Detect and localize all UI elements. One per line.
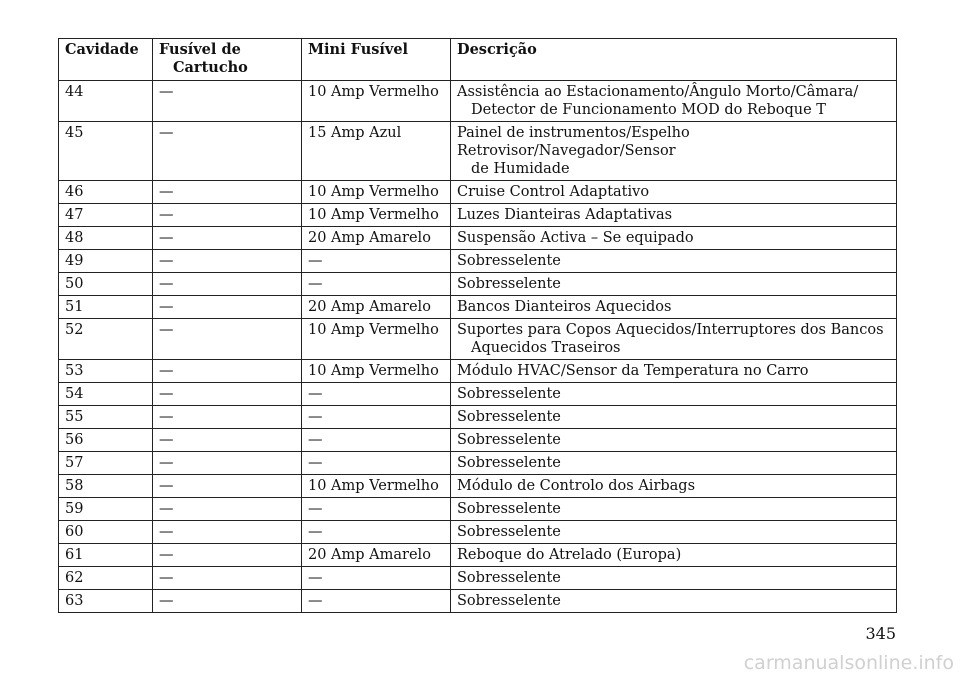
cartridge-fuse-cell: — xyxy=(153,521,302,544)
description-text: Cruise Control Adaptativo xyxy=(457,184,650,200)
mini-fuse-cell: — xyxy=(302,452,451,475)
header-cartridge-fuse: Fusível de Cartucho xyxy=(153,39,302,81)
table-row xyxy=(59,250,897,273)
table-row xyxy=(59,567,897,590)
table-row xyxy=(59,319,897,360)
mini-fuse-cell: — xyxy=(302,250,451,273)
header-cavity: Cavidade xyxy=(59,39,153,81)
description-cell xyxy=(451,498,897,521)
description-cell xyxy=(451,544,897,567)
mini-fuse-cell: — xyxy=(302,521,451,544)
description-cell xyxy=(451,452,897,475)
cartridge-fuse-cell: — xyxy=(153,319,302,360)
table-row xyxy=(59,521,897,544)
cavity-cell: 51 xyxy=(59,296,153,319)
cavity-cell: 60 xyxy=(59,521,153,544)
table-row xyxy=(59,122,897,181)
cavity-cell: 49 xyxy=(59,250,153,273)
table-row xyxy=(59,227,897,250)
cavity-cell: 63 xyxy=(59,590,153,613)
description-text: Assistência ao Estacionamento/Ângulo Morto/Câmara/ xyxy=(457,84,859,100)
description-text: Sobresselente xyxy=(457,253,561,269)
description-cell xyxy=(451,81,897,122)
cartridge-fuse-cell: — xyxy=(153,81,302,122)
description-cell xyxy=(451,250,897,273)
table-row xyxy=(59,406,897,429)
cavity-cell: 57 xyxy=(59,452,153,475)
description-cell xyxy=(451,590,897,613)
mini-fuse-cell: 10 Amp Vermelho xyxy=(302,181,451,204)
table-row xyxy=(59,498,897,521)
table-row xyxy=(59,81,897,122)
mini-fuse-cell: 10 Amp Vermelho xyxy=(302,319,451,360)
description-cell xyxy=(451,360,897,383)
mini-fuse-cell: 10 Amp Vermelho xyxy=(302,204,451,227)
cartridge-fuse-cell: — xyxy=(153,544,302,567)
description-text-continued: Aquecidos Traseiros xyxy=(471,340,621,356)
table-row xyxy=(59,475,897,498)
description-text: Luzes Dianteiras Adaptativas xyxy=(457,207,673,223)
cavity-cell: 47 xyxy=(59,204,153,227)
description-cell xyxy=(451,475,897,498)
cartridge-fuse-cell: — xyxy=(153,498,302,521)
cartridge-fuse-cell: — xyxy=(153,181,302,204)
mini-fuse-cell: — xyxy=(302,273,451,296)
cavity-cell: 59 xyxy=(59,498,153,521)
mini-fuse-cell: 10 Amp Vermelho xyxy=(302,360,451,383)
cartridge-fuse-cell: — xyxy=(153,273,302,296)
cavity-cell: 54 xyxy=(59,383,153,406)
cavity-cell: 62 xyxy=(59,567,153,590)
description-text: Suportes para Copos Aquecidos/Interruptores dos Bancos xyxy=(457,322,884,338)
cavity-cell: 56 xyxy=(59,429,153,452)
description-cell xyxy=(451,296,897,319)
table-row xyxy=(59,181,897,204)
cavity-cell: 61 xyxy=(59,544,153,567)
cartridge-fuse-cell: — xyxy=(153,475,302,498)
cartridge-fuse-cell: — xyxy=(153,429,302,452)
description-cell xyxy=(451,204,897,227)
cartridge-fuse-cell: — xyxy=(153,590,302,613)
cartridge-fuse-cell: — xyxy=(153,383,302,406)
mini-fuse-cell: — xyxy=(302,429,451,452)
cavity-cell: 46 xyxy=(59,181,153,204)
description-text: Painel de instrumentos/Espelho Retrovisor/Navegador/Sensor xyxy=(457,125,690,159)
mini-fuse-cell: 10 Amp Vermelho xyxy=(302,81,451,122)
description-text: Sobresselente xyxy=(457,386,561,402)
cavity-cell: 48 xyxy=(59,227,153,250)
cavity-cell: 44 xyxy=(59,81,153,122)
table-row xyxy=(59,383,897,406)
description-cell xyxy=(451,273,897,296)
description-cell xyxy=(451,122,897,181)
cavity-cell: 58 xyxy=(59,475,153,498)
mini-fuse-cell: 10 Amp Vermelho xyxy=(302,475,451,498)
description-text: Sobresselente xyxy=(457,276,561,292)
mini-fuse-cell: 20 Amp Amarelo xyxy=(302,296,451,319)
description-text: Reboque do Atrelado (Europa) xyxy=(457,547,682,563)
description-text: Sobresselente xyxy=(457,501,561,517)
description-cell xyxy=(451,227,897,250)
mini-fuse-cell: — xyxy=(302,590,451,613)
cartridge-fuse-cell: — xyxy=(153,122,302,181)
header-mini-fuse: Mini Fusível xyxy=(302,39,451,81)
table-row xyxy=(59,273,897,296)
table-row xyxy=(59,204,897,227)
cartridge-fuse-cell: — xyxy=(153,296,302,319)
description-cell xyxy=(451,319,897,360)
cavity-cell: 55 xyxy=(59,406,153,429)
table-row xyxy=(59,590,897,613)
table-row xyxy=(59,452,897,475)
mini-fuse-cell: 15 Amp Azul xyxy=(302,122,451,181)
description-text: Bancos Dianteiros Aquecidos xyxy=(457,299,672,315)
cartridge-fuse-cell: — xyxy=(153,204,302,227)
mini-fuse-cell: — xyxy=(302,498,451,521)
description-text-continued: de Humidade xyxy=(471,161,570,177)
watermark: carmanualsonline.info xyxy=(743,652,954,674)
description-text: Sobresselente xyxy=(457,455,561,471)
page-number: 345 xyxy=(865,624,896,643)
cartridge-fuse-cell: — xyxy=(153,360,302,383)
description-cell xyxy=(451,181,897,204)
description-cell xyxy=(451,383,897,406)
table-row xyxy=(59,296,897,319)
description-cell xyxy=(451,406,897,429)
table-header-row xyxy=(59,39,897,81)
mini-fuse-cell: 20 Amp Amarelo xyxy=(302,227,451,250)
cartridge-fuse-cell: — xyxy=(153,227,302,250)
description-text: Sobresselente xyxy=(457,524,561,540)
cartridge-fuse-cell: — xyxy=(153,452,302,475)
description-text: Suspensão Activa – Se equipado xyxy=(457,230,694,246)
description-text: Sobresselente xyxy=(457,432,561,448)
table-row xyxy=(59,360,897,383)
description-text: Sobresselente xyxy=(457,593,561,609)
cartridge-fuse-cell: — xyxy=(153,567,302,590)
header-description: Descrição xyxy=(451,39,897,81)
description-text: Sobresselente xyxy=(457,409,561,425)
cavity-cell: 53 xyxy=(59,360,153,383)
table-row xyxy=(59,429,897,452)
cartridge-fuse-cell: — xyxy=(153,406,302,429)
fuse-table-body xyxy=(59,81,897,613)
mini-fuse-cell: — xyxy=(302,406,451,429)
description-text: Módulo de Controlo dos Airbags xyxy=(457,478,696,494)
mini-fuse-cell: — xyxy=(302,567,451,590)
cavity-cell: 50 xyxy=(59,273,153,296)
description-cell xyxy=(451,521,897,544)
description-text: Sobresselente xyxy=(457,570,561,586)
cavity-cell: 52 xyxy=(59,319,153,360)
cavity-cell: 45 xyxy=(59,122,153,181)
description-text-continued: Detector de Funcionamento MOD do Reboque T xyxy=(471,102,826,118)
description-text: Módulo HVAC/Sensor da Temperatura no Carro xyxy=(457,363,809,379)
fuse-table xyxy=(58,38,897,613)
description-cell xyxy=(451,567,897,590)
mini-fuse-cell: 20 Amp Amarelo xyxy=(302,544,451,567)
mini-fuse-cell: — xyxy=(302,383,451,406)
description-cell xyxy=(451,429,897,452)
table-row xyxy=(59,544,897,567)
cartridge-fuse-cell: — xyxy=(153,250,302,273)
